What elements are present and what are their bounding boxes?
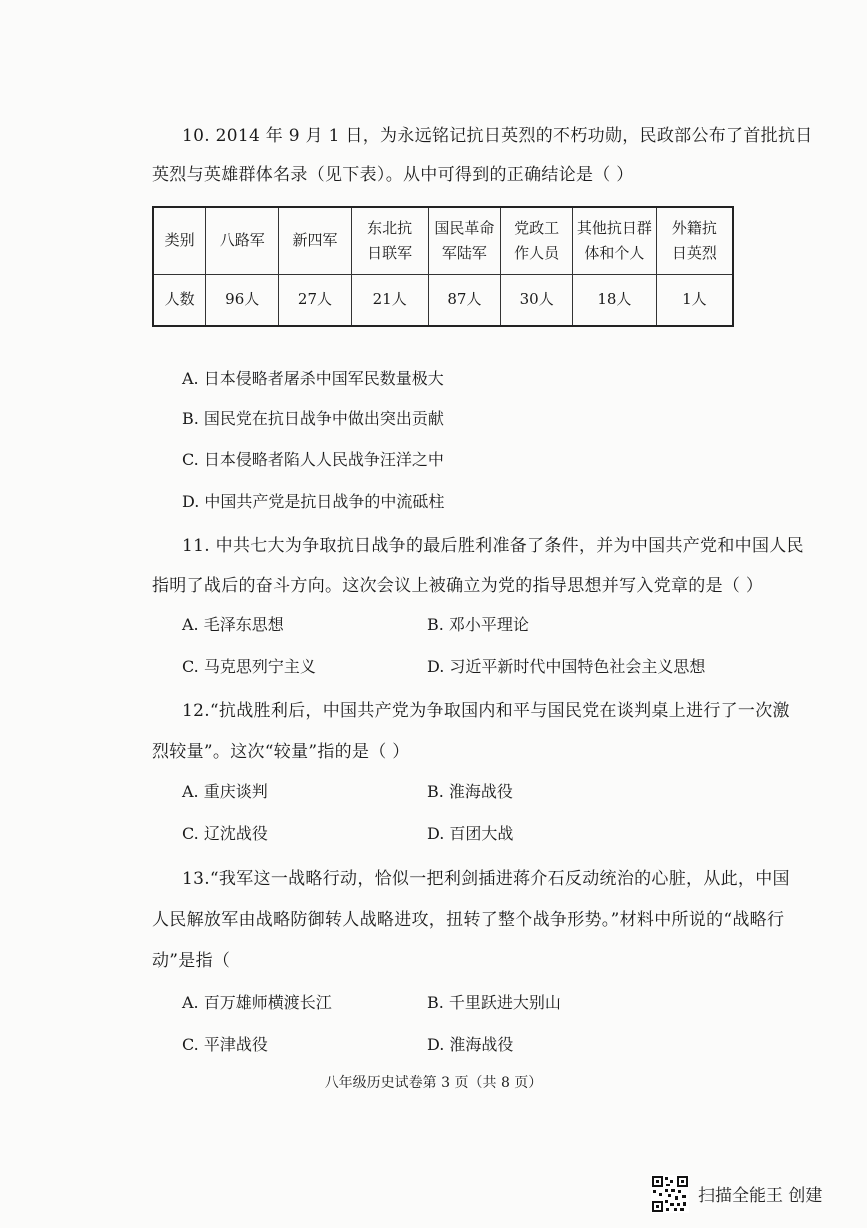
table-row <box>153 274 733 326</box>
q13-option-a: A. 百万雄师横渡长江 <box>182 993 332 1012</box>
q13-option-c: C. 平津战役 <box>182 1035 268 1054</box>
page-footer: 八年级历史试卷第 3 页（共 8 页） <box>324 1075 543 1091</box>
table-cell: 八路军 <box>206 207 279 274</box>
q13-option-b: B. 千里跃进大别山 <box>427 993 561 1012</box>
qr-code-icon <box>651 1175 689 1213</box>
q13-stem-line1: 13.“我军这一战略行动，恰似一把利剑插进蒋介石反动统治的心脏，从此，中国 <box>182 869 790 889</box>
table-cell: 其他抗日群 体和个人 <box>573 207 657 274</box>
q10-option-c: C. 日本侵略者陷人人民战争汪洋之中 <box>182 450 444 469</box>
q10-option-b: B. 国民党在抗日战争中做出突出贡献 <box>182 409 444 428</box>
q10-option-d: D. 中国共产党是抗日战争的中流砥柱 <box>182 492 445 511</box>
table-cell: 类别 <box>153 207 206 274</box>
q12-option-c: C. 辽沈战役 <box>182 824 268 843</box>
q11-option-b: B. 邓小平理论 <box>427 615 529 634</box>
q11-stem-line2: 指明了战后的奋斗方向。这次会议上被确立为党的指导思想并写入党章的是（ ） <box>152 576 764 596</box>
q11-option-a: A. 毛泽东思想 <box>182 615 284 634</box>
table-header-row <box>153 207 733 274</box>
table-cell: 1人 <box>656 274 733 326</box>
q12-option-b: B. 淮海战役 <box>427 782 513 801</box>
table-cell: 27人 <box>279 274 352 326</box>
q10-stem-line2: 英烈与英雄群体名录（见下表）。从中可得到的正确结论是（ ） <box>152 165 634 185</box>
q10-stem-line1: 10. 2014 年 9 月 1 日，为永远铭记抗日英烈的不朽功勋，民政部公布了首批抗日 <box>182 126 813 146</box>
table-cell: 21人 <box>351 274 428 326</box>
table-cell: 新四军 <box>279 207 352 274</box>
q12-option-a: A. 重庆谈判 <box>182 782 268 801</box>
q12-stem-line1: 12.“抗战胜利后，中国共产党为争取国内和平与国民党在谈判桌上进行了一次激 <box>182 701 790 721</box>
table-cell: 96人 <box>206 274 279 326</box>
table-cell: 国民革命 军陆军 <box>428 207 501 274</box>
scanner-watermark: 扫描全能王 创建 <box>698 1186 823 1206</box>
q12-stem-line2: 烈较量”。这次“较量”指的是（ ） <box>152 742 410 762</box>
table-cell: 党政工 作人员 <box>501 207 573 274</box>
q10-option-a: A. 日本侵略者屠杀中国军民数量极大 <box>182 369 444 388</box>
table-cell: 87人 <box>428 274 501 326</box>
table-cell: 东北抗 日联军 <box>351 207 428 274</box>
table-cell: 18人 <box>573 274 657 326</box>
table-cell: 30人 <box>501 274 573 326</box>
q13-option-d: D. 淮海战役 <box>427 1035 514 1054</box>
hero-list-table <box>152 206 734 327</box>
table-cell: 外籍抗 日英烈 <box>656 207 733 274</box>
q13-stem-line2: 人民解放军由战略防御转人战略进攻，扭转了整个战争形势。”材料中所说的“战略行 <box>152 910 785 930</box>
q11-option-d: D. 习近平新时代中国特色社会主义思想 <box>427 657 706 676</box>
table-cell: 人数 <box>153 274 206 326</box>
q11-stem-line1: 11. 中共七大为争取抗日战争的最后胜利准备了条件，并为中国共产党和中国人民 <box>182 536 804 556</box>
q11-option-c: C. 马克思列宁主义 <box>182 657 316 676</box>
q12-option-d: D. 百团大战 <box>427 824 514 843</box>
q13-stem-line3: 动”是指（ <box>152 951 231 971</box>
